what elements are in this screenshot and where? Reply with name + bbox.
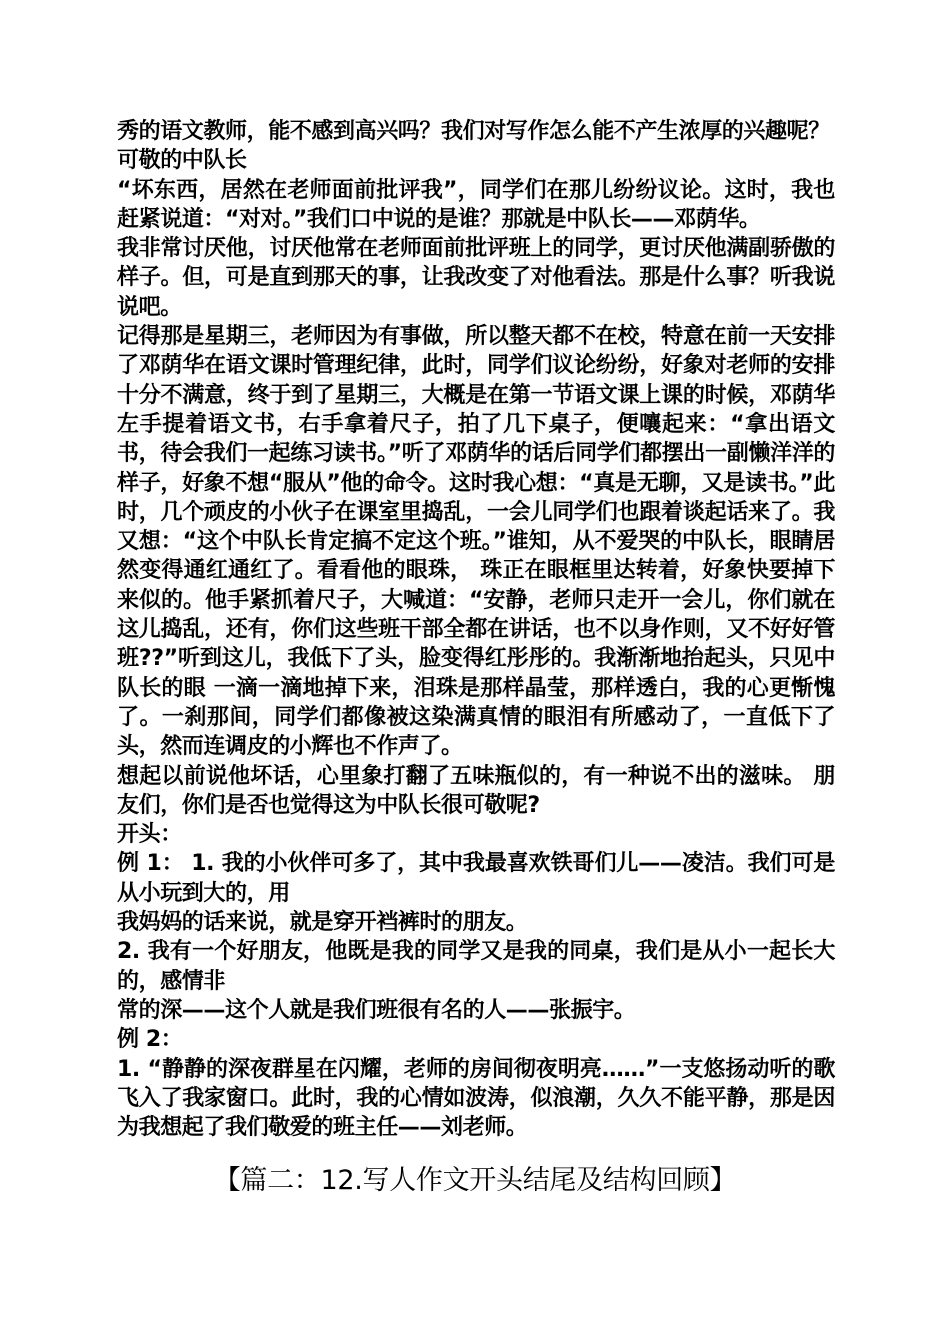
body-text bbox=[117, 117, 835, 1142]
paragraph-3: 记得那是星期三，老师因为有事做，所以整天都不在校，特意在前一天安排了邓荫华在语文课时管理纪律，此时，同学们议论纷纷，好象对老师的安排十分不满意，终于到了星期三，大概是在第一节语文课上课的时候，邓荫华左手提着语文书，右手拿着尺子，拍了几下桌子，便嚷起来：“拿出语文书，待会我们一起练习读书。”听了邓荫华的话后同学们都摆出一副懒洋洋的样子，好象不想“服从”他的命令。这时我心想：“真是无聊，又是读书。”此时，几个顽皮的小伙子在课室里捣乱，一会儿同学们也跟着谈起话来了。我又想：“这个中队长肯定搞不定这个班。”谁知，从不爱哭的中队长，眼睛居然变得通红通红了。看看他的眼珠， 珠正在眼框里达转着，好象快要掉下来似的。他手紧抓着尺子，大喊道：“安静，老师只走开一会儿，你们就在这儿捣乱，还有，你们这些班干部全都在讲话，也不以身作则，又不好好管班??”听到这儿，我低下了头，脸变得红彤彤的。我渐渐地抬起头，只见中队长的眼 一滴一滴地掉下来，泪珠是那样晶莹，那样透白，我的心更惭愧了。一刹那间，同学们都像被这染满真情的眼泪有所感动了，一直低下了头，然而连调皮的小辉也不作声了。 bbox=[117, 324, 835, 760]
paragraph-intro-end: 秀的语文教师，能不感到高兴吗？我们对写作怎么能不产生浓厚的兴趣呢？ bbox=[117, 119, 830, 144]
paragraph-2: 我非常讨厌他，讨厌他常在老师面前批评班上的同学，更讨厌他满副骄傲的样子。但，可是直到那天的事，让我改变了对他看法。那是什么事？听我说说吧。 bbox=[117, 236, 835, 320]
paragraph-4: 想起以前说他坏话，心里象打翻了五味瓶似的，有一种说不出的滋味。 朋友们，你们是否也觉得这为中队长很可敬呢? bbox=[117, 763, 835, 818]
section-title: 【篇二：12.写人作文开头结尾及结构回顾】 bbox=[213, 1165, 737, 1196]
section-heading-opening: 开头： bbox=[117, 822, 182, 848]
example-2-item-1: 1. “静静的深夜群星在闪耀，老师的房间彻夜明亮……”一支悠扬动听的歌飞入了我家窗口。此时，我的心情如波涛，似浪潮，久久不能平静，那是因为我想起了我们敬爱的班主任——刘老师。 bbox=[117, 1056, 835, 1141]
example-1-item-1: 例 1： 1. 我的小伙伴可多了，其中我最喜欢铁哥们儿——凌洁。我们可是从小玩到大的，用 bbox=[117, 851, 835, 906]
essay-title: 可敬的中队长 bbox=[117, 148, 247, 174]
example-1-item-1-cont: 我妈妈的话来说，就是穿开裆裤时的朋友。 bbox=[117, 910, 528, 936]
example-1-item-2-cont: 常的深——这个人就是我们班很有名的人——张振宇。 bbox=[117, 997, 636, 1023]
example-2-heading: 例 2： bbox=[117, 1027, 183, 1053]
example-1-item-2: 2. 我有一个好朋友，他既是我的同学又是我的同桌，我们是从小一起长大的，感情非 bbox=[117, 939, 835, 994]
paragraph-1: “坏东西，居然在老师面前批评我”，同学们在那儿纷纷议论。这时，我也赶紧说道：“对对。”我们口中说的是谁？那就是中队长——邓荫华。 bbox=[117, 177, 835, 232]
